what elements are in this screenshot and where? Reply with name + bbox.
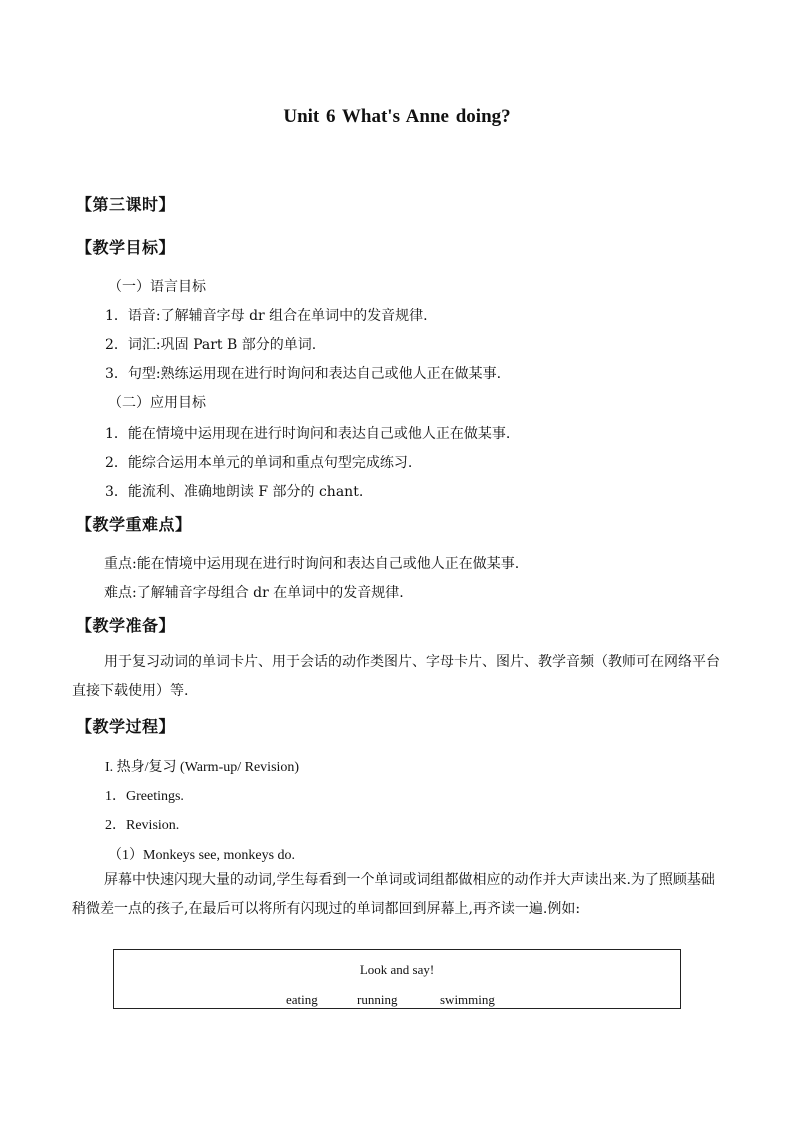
language-objectives-subheading: （一）语言目标 [108, 279, 206, 295]
language-objective-item: 1．语音:了解辅音字母 dr 组合在单词中的发音规律. [105, 308, 428, 324]
process-item: 1．Greetings. [105, 789, 184, 804]
objectives-heading: 【教学目标】 [76, 238, 176, 257]
preparation-text: 用于复习动词的单词卡片、用于会话的动作类图片、字母卡片、图片、教学音频（教师可在网络平台直接下载使用）等. [72, 654, 720, 699]
application-objectives-subheading: （二）应用目标 [108, 395, 206, 411]
application-objective-item: 1．能在情境中运用现在进行时询问和表达自己或他人正在做某事. [105, 426, 511, 442]
box-word: swimming [440, 992, 495, 1007]
process-subitem: （1）Monkeys see, monkeys do. [108, 848, 296, 863]
process-step-warmup: I. 热身/复习 (Warm-up/ Revision) [105, 760, 300, 775]
language-objective-item: 2．词汇:巩固 Part B 部分的单词. [105, 337, 317, 353]
lesson-heading: 【第三课时】 [76, 195, 176, 214]
box-word: running [357, 992, 398, 1007]
process-description: 屏幕中快速闪现大量的动词,学生每看到一个单词或词组都做相应的动作并大声读出来.为了照顾基础稍微差一点的孩子,在最后可以将所有闪现过的单词都回到屏幕上,再齐读一遍.例如: [72, 872, 715, 917]
box-word: eating [286, 992, 318, 1007]
language-objective-item: 3．句型:熟练运用现在进行时询问和表达自己或他人正在做某事. [105, 366, 502, 382]
document-title: Unit 6 What's Anne doing? [283, 106, 511, 127]
process-heading: 【教学过程】 [76, 717, 176, 736]
keypoint-focus: 重点:能在情境中运用现在进行时询问和表达自己或他人正在做某事. [104, 556, 520, 572]
preparation-heading: 【教学准备】 [76, 616, 176, 635]
application-objective-item: 2．能综合运用本单元的单词和重点句型完成练习. [105, 455, 413, 471]
keypoint-difficulty: 难点:了解辅音字母组合 dr 在单词中的发音规律. [104, 585, 404, 601]
look-and-say-box [113, 949, 681, 1009]
box-title: Look and say! [359, 962, 435, 977]
keypoints-heading: 【教学重难点】 [76, 515, 192, 534]
process-item: 2．Revision. [105, 818, 180, 833]
application-objective-item: 3．能流利、准确地朗读 F 部分的 chant. [105, 484, 364, 500]
